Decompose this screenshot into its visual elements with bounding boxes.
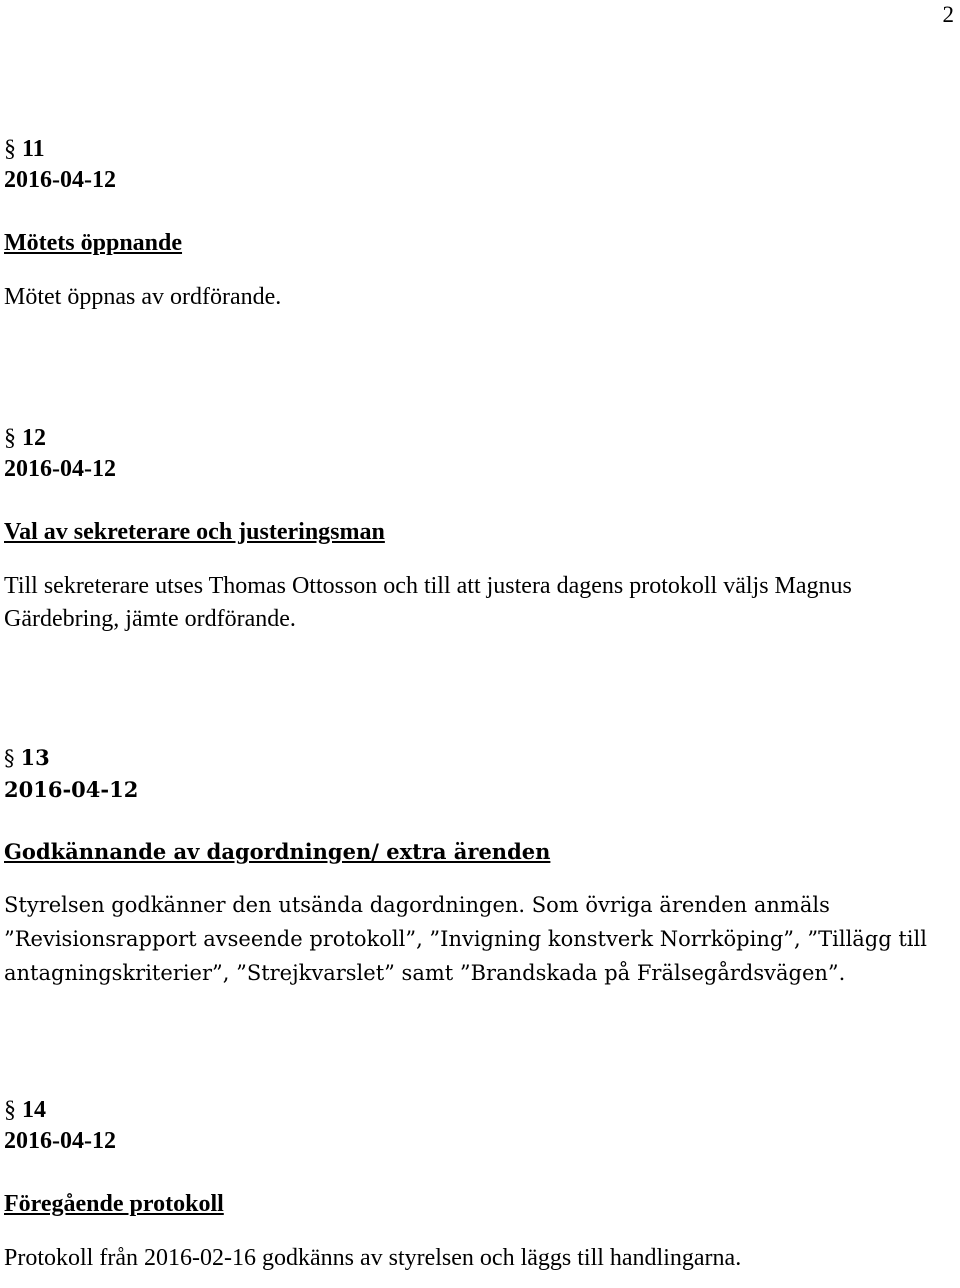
- section-title: Godkännande av dagordningen/ extra ärenden: [4, 839, 551, 864]
- section-number: 14: [22, 1097, 46, 1123]
- section-11: [4, 134, 954, 314]
- section-symbol: §: [4, 425, 16, 451]
- section-date: 2016-04-12: [4, 456, 116, 482]
- section-heading: [4, 134, 954, 196]
- section-title: Val av sekreterare och justeringsman: [4, 519, 385, 545]
- section-number: 13: [20, 745, 50, 770]
- section-14: [4, 1095, 954, 1275]
- section-body: Till sekreterare utses Thomas Ottosson och till att justera dagens protokoll väljs Magnus Gärdebring, jämte ordförande.: [4, 573, 852, 632]
- section-13: [4, 742, 954, 990]
- section-symbol: §: [4, 1097, 16, 1123]
- section-body: Mötet öppnas av ordförande.: [4, 284, 282, 310]
- section-body: Protokoll från 2016-02-16 godkänns av styrelsen och läggs till handlingarna.: [4, 1245, 742, 1271]
- section-number: 11: [22, 136, 45, 162]
- section-12: [4, 423, 954, 636]
- section-title: Mötets öppnande: [4, 230, 183, 256]
- section-heading: [4, 742, 954, 805]
- section-symbol: §: [4, 746, 15, 770]
- section-number: 12: [22, 425, 46, 451]
- section-title: Föregående protokoll: [4, 1191, 224, 1217]
- section-date: 2016-04-12: [4, 1128, 116, 1154]
- page-number: 2: [942, 2, 954, 27]
- section-date: 2016-04-12: [4, 167, 116, 193]
- section-heading: [4, 1095, 954, 1157]
- section-symbol: §: [4, 136, 16, 162]
- section-heading: [4, 423, 954, 485]
- section-date: 2016-04-12: [4, 777, 139, 802]
- section-body: Styrelsen godkänner den utsända dagordningen. Som övriga ärenden anmäls ”Revisionsrapport avseende protokoll”, ”Invigning konstverk Norrköping”, ”Tillägg till antagningskriterier”, ”Strejkvarslet” samt ”Brandskada på Frälsegårdsvägen”.: [4, 893, 927, 985]
